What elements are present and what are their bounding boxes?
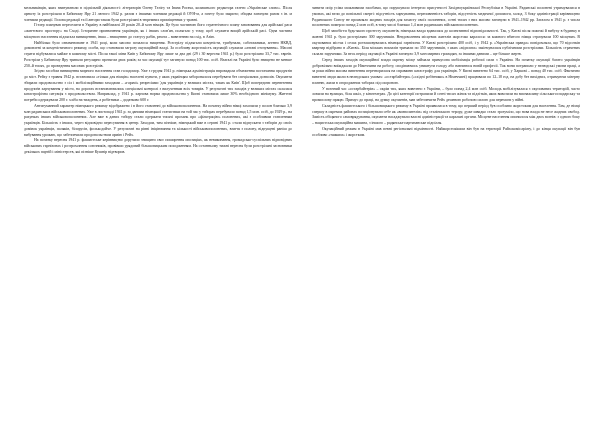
paragraph: Складність фашистського і більшовицького режиму в Україні проявилася в тому, що перший період був особливо жорстоким для населення. Там, де німці спершу в окремих районах позиціонували себе як «визволителів» від сталінського терору, дуже швидко стало зрозуміло, що нова влада не несе жодних свобод. Замість обіцяного самоврядування, окупанти насаджували власні адміністрації та каральні органи. Місцеве населення опинилося між двох вогнів: з одного боку – нацистська окупаційна машина, з іншого – радянське партизанське підпілля. <box>312 103 580 125</box>
paragraph: Серед інших заходів окупаційної влади окрему місце займала примусова мобілізація робочої сили з України. На початку окупації багато українців добровільно виїжджали до Німеччини на роботу, сподіваючись уникнути голоду або навчитися новій професії. Так вони потрапили у нелюдські умови праці, а за роки війни масова вивезення перетворилася на справжню катастрофу для українців. У Києві вивезено 64 тис. осіб, у Харкові – понад 40 тис. осіб. Фактично вивезені люди жили в нелюдських умовах: «остарбайтери» («східні робітники» в Німеччині) працювали по 12–18 год. на добу без вихідних, отримуючи мізерну платню, жили в огороджених таборах під охороною. <box>312 57 580 85</box>
paragraph: мельниківців, яких звинуватили в підпільній діяльності: літераторів Олену Телігу та Івана Рогача, колишнього редактора газети «Українське слово». Після арешту їх розстріляли в Бабиному Яру 21 лютого 1942 р. разом з іншими членами редакції й ОУН-м, а газету було закрито; обидва загинули разом з ін. м членами редакції. Голова редакції та її автори також були розстріляні в тюремних приміщеннях у травні. <box>24 6 292 22</box>
paragraph: Щоб запобігти будь-якого протесту окупантів, німецька влада вдавалася до колективної відповідальності. Так, у Києві після пожежі й вибуху в будинку в жовтні 1941 р. було розстріляно 300 заручників. Невдоволення місцевих жителів жорстоко каралося: за кожного вбитого німця страчували 100 місцевих. В окупованих містах і селах розташовувались німецькі гарнізони. У Києві розстріляно 400 осіб, і у 1942 р. «Українська правда» повідомляла, що 70 відсотків квартир відібрано в «Києві». Біля міських вокзалів тримали по 350 заручників, з яких «відплата» закінчувалася публічними розстрілами. Більшість страчених склали заручники. За весь період окупації в Україні загинуло 3,9 млн мирних громадян, за іншими даними – ще більше жертв. <box>312 29 580 56</box>
paragraph: чинити опір усіма можливими засобами, що порушувало інтереси присутності Західноукраїнської Республіки в Україні. Радянські полонені утримувалися в умовах, які вели до повільної смерті: відсутність харчування, переповненість таборів, відсутність медичної допомоги, холод. З боку адміністрації керівництво Радянського Союзу не проявляло жодних заходів для захисту своїх полонених, сотні тисяч з них масово загинули в 1941–1942 рр. Загалом в 1941 р. з числа полонених померло понад 2 млн осіб, в тому числі близько 1,4 млн радянських військовополонених. <box>312 6 580 28</box>
paragraph: Згідно засобом винищення мирного населення став голодомор. Уже з грудня 1941 р. німецька адміністрація впровадила обмеження постачання продуктів до міст. Рейху з травня 1942 р. встановила «тільки для німців» населені пункти, у яких українцям заборонялося перебувати без спеціальних дозволів. Окупанти збирали продовольство з сіл і мобілізаційними заходами – «гарячі» репресіями 'для українців у великих містах, таких як Київ'. Щоб попередити перевезення продуктів харчування у місто, на дорогах встановлювались спеціальні контролі з вилученням всіх товарів. У результаті тих заходів у великих містах склалася катастрофічна ситуація з продовольством. Наприклад, у 1941 р. харчова норма продовольства у Києві становила лише 30% необхідного мінімуму. Життєві потреби одержували 200 г. хліба на тиждень, а робітники – додатково 600 г. <box>24 69 292 102</box>
left-text-column <box>24 6 292 156</box>
paragraph: Гітлер планував переселити в Україну в найближчі 20 років 20–й млн німців. Це було частиною його стратегічного плану завоювання для арійської раси «життєвого простору» на Сході. Історичне призначення українців, як і інших слов'ян, полягало у тому, щоб служити вищій арійській расі. Одна частина місцевого населення підлягала винищенню, інша – знищенню до статусу рабів, решта – вивезенню на схід, в Азію. <box>24 23 292 39</box>
paragraph: Окупаційний режим в Україні мав певні регіональні відмінності. Найжорстокішим він був на території Райхскомісаріату, і до кінця окупації він був особливо «тяжким» і жорстким. <box>312 126 580 137</box>
paragraph: Антигуманний характер німецького режиму відображено і в його ставленні до військовополонених. На початку війни німці захопили у полон близько 3,9 млн радянських військовополонених. Уже в листопаді 1941 р. за даними німецької статистики на той час у таборах перебувало понад 1,5 млн. осіб, до 1929 р., на рахунках інших військовополонених. Але вже в даних табору стали одержати тисячі прохань про «фільтрацію» полонених, які з особливим ставленням українців. Більшість з інших, через відповідно пересування в центр. Заходом, тим пізніше, німецький вже в серпні 1941 р. стали відпускати з таборів до своїх домівок українців, поляків, білорусів, фольксдойче. У результаті на рівні ініціювання та кількості військовополонених, взяття з полону, відпущені раніш до вибування урожаю, що забезпечили продовольством армію і Рейх. <box>24 103 292 137</box>
paragraph: На початку вересня 1941 р. фашистське керівництво доручило знищити своє поширення опозиціях, як невиконання, громадсько-суспільних відповідних військових гарнізонах і розгромлення союзників, провівши урядовий більшовицьким походженням. На останньому тижні вересня були розстріляні засновники декількох партій і міністерств, які пізніше Кушнір відтворив. <box>24 138 292 154</box>
paragraph: Найбільш було ознаменоване в 1941 році, коли масово почалося нищення. Розстрілу підлягали комуністи, трибунали, саботажники, агенти НКВД, домовлені за комуністичного режиму, особи, що становили загрозу окупаційній владі. За особливу жорстокість окупацій служили «ачтаві оточування». Масові страти відбувалися майже в кожному місті. Після такої міни Київ у Бабиному Яру лише за два дні (29 і 30 вересня 1941 р.) було розстріляно 33,7 тис. євреїв. Розстріли у Бабиному Яру тривали регулярно протягом двох років; за час окупації тут загинуло понад 100 тис. осіб. Взагалі на Україні було знищено не менше 250–й тисяч, до проведення масових розстрілів. <box>24 40 292 68</box>
right-text-column <box>312 6 580 138</box>
paragraph: У воєнний час «остарбайтерів» – окрім тих, яких вивезено з України, – було понад 2,4 млн осіб. Молодь мобілізувалася з окупованих територій, часто ловили на вулицях, біля шкіл, у кінотеатрах. До цієї категорії потрапили й сотні тисяч жінок та підлітків, яких вивозили на виснажливу сільськогосподарську та промислову працю. Примус до праці, на думку окупантів, мав забезпечити Рейх дешевою робочою силою для перемоги у війні. <box>312 86 580 102</box>
